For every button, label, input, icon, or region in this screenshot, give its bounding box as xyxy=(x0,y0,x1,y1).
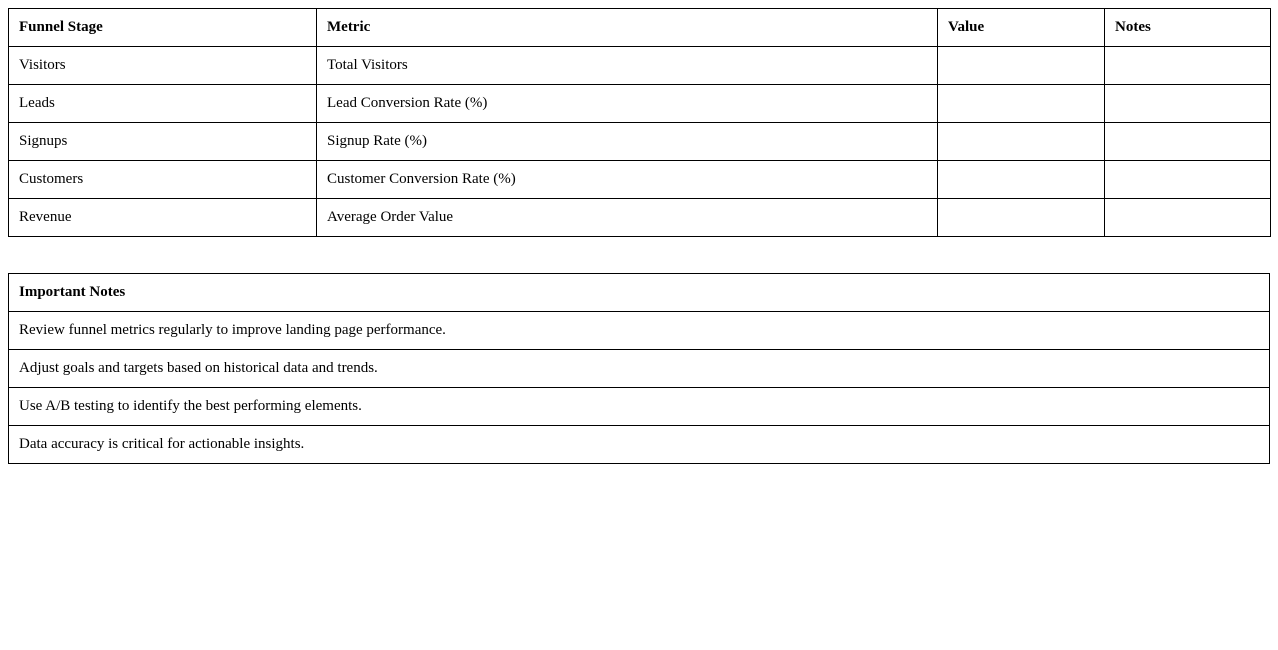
cell-stage: Customers xyxy=(9,161,317,199)
cell-notes xyxy=(1105,199,1271,237)
cell-metric: Signup Rate (%) xyxy=(317,123,938,161)
important-notes-table xyxy=(8,273,1270,464)
table-row xyxy=(9,388,1270,426)
cell-metric: Customer Conversion Rate (%) xyxy=(317,161,938,199)
cell-metric: Total Visitors xyxy=(317,47,938,85)
cell-stage: Revenue xyxy=(9,199,317,237)
table-row xyxy=(9,161,1271,199)
table-row xyxy=(9,123,1271,161)
cell-stage: Signups xyxy=(9,123,317,161)
cell-notes xyxy=(1105,47,1271,85)
cell-stage: Leads xyxy=(9,85,317,123)
cell-value xyxy=(938,161,1105,199)
cell-value xyxy=(938,47,1105,85)
header-value: Value xyxy=(938,9,1105,47)
cell-notes xyxy=(1105,123,1271,161)
note-text: Data accuracy is critical for actionable insights. xyxy=(9,426,1270,464)
cell-metric: Average Order Value xyxy=(317,199,938,237)
table-row xyxy=(9,426,1270,464)
table-header-row xyxy=(9,9,1271,47)
note-text: Use A/B testing to identify the best performing elements. xyxy=(9,388,1270,426)
table-row xyxy=(9,47,1271,85)
cell-stage: Visitors xyxy=(9,47,317,85)
cell-value xyxy=(938,123,1105,161)
header-funnel-stage: Funnel Stage xyxy=(9,9,317,47)
table-header-row xyxy=(9,274,1270,312)
cell-notes xyxy=(1105,85,1271,123)
cell-metric: Lead Conversion Rate (%) xyxy=(317,85,938,123)
table-row xyxy=(9,199,1271,237)
cell-notes xyxy=(1105,161,1271,199)
table-row xyxy=(9,350,1270,388)
header-notes: Notes xyxy=(1105,9,1271,47)
note-text: Review funnel metrics regularly to improve landing page performance. xyxy=(9,312,1270,350)
cell-value xyxy=(938,199,1105,237)
note-text: Adjust goals and targets based on historical data and trends. xyxy=(9,350,1270,388)
header-important-notes: Important Notes xyxy=(9,274,1270,312)
header-metric: Metric xyxy=(317,9,938,47)
table-row xyxy=(9,312,1270,350)
funnel-metrics-table xyxy=(8,8,1271,237)
cell-value xyxy=(938,85,1105,123)
table-row xyxy=(9,85,1271,123)
